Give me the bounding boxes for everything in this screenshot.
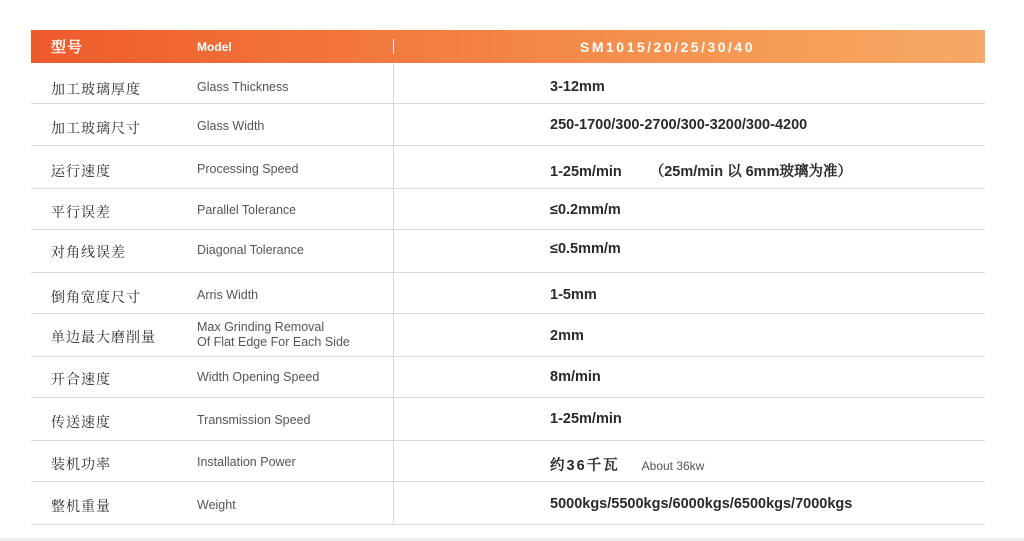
- table-row: [31, 273, 985, 314]
- table-row: [31, 398, 985, 441]
- row-zh-label: 平行误差: [51, 204, 111, 220]
- table-row: [31, 230, 985, 273]
- row-en-label: Installation Power: [197, 455, 296, 469]
- row-en-label: Weight: [197, 498, 236, 512]
- row-zh-label: 对角线误差: [51, 244, 126, 260]
- table-row: [31, 146, 985, 189]
- row-zh-label: 装机功率: [51, 456, 111, 472]
- row-value: 3-12mm: [550, 79, 605, 95]
- row-value: 1-25m/min: [550, 411, 622, 427]
- row-zh-label: 整机重量: [51, 498, 111, 514]
- row-en-label: Glass Width: [197, 119, 265, 133]
- header-zh-label: 型号: [51, 39, 84, 56]
- row-value: ≤0.2mm/m: [550, 202, 621, 218]
- row-zh-label: 加工玻璃厚度: [51, 81, 141, 97]
- table-row: [31, 357, 985, 398]
- row-en-line1: Max Grinding Removal: [197, 320, 325, 334]
- row-value-main: 约36千瓦: [550, 458, 620, 474]
- row-en-label: [197, 320, 350, 350]
- row-zh-label: 加工玻璃尺寸: [51, 120, 141, 136]
- table-header: [31, 30, 985, 63]
- row-zh-label: 单边最大磨削量: [51, 329, 156, 345]
- row-en-line2: Of Flat Edge For Each Side: [197, 335, 350, 349]
- table-row: [31, 441, 985, 482]
- row-value: 250-1700/300-2700/300-3200/300-4200: [550, 117, 808, 133]
- row-value: 1-5mm: [550, 287, 597, 303]
- row-value: 8m/min: [550, 369, 601, 385]
- table-row: [31, 63, 985, 104]
- table-row: [31, 189, 985, 230]
- table-row: [31, 104, 985, 146]
- header-model-value: SM1015/20/25/30/40: [580, 38, 755, 55]
- row-en-label: Diagonal Tolerance: [197, 243, 304, 257]
- column-divider: [393, 63, 394, 525]
- row-zh-label: 传送速度: [51, 414, 111, 430]
- row-value-note: （25m/min 以 6mm玻璃为准）: [649, 164, 852, 180]
- table-row: [31, 482, 985, 525]
- table-body: [31, 63, 985, 525]
- row-en-label: Processing Speed: [197, 162, 299, 176]
- table-row: [31, 314, 985, 357]
- header-en-label: Model: [197, 39, 232, 54]
- header-divider: [393, 39, 394, 54]
- row-en-label: Parallel Tolerance: [197, 203, 297, 217]
- spec-table: [31, 30, 985, 525]
- row-en-label: Transmission Speed: [197, 413, 311, 427]
- row-zh-label: 倒角宽度尺寸: [51, 289, 141, 305]
- row-value: 5000kgs/5500kgs/6000kgs/6500kgs/7000kgs: [550, 496, 853, 512]
- row-value-note: About 36kw: [641, 459, 705, 473]
- row-en-label: Width Opening Speed: [197, 370, 320, 384]
- row-value: 2mm: [550, 328, 584, 344]
- row-value: ≤0.5mm/m: [550, 241, 621, 257]
- row-value: [550, 454, 704, 475]
- row-zh-label: 开合速度: [51, 371, 111, 387]
- row-value: [550, 160, 852, 181]
- row-zh-label: 运行速度: [51, 163, 111, 179]
- row-en-label: Glass Thickness: [197, 80, 289, 94]
- row-en-label: Arris Width: [197, 288, 259, 302]
- row-value-main: 1-25m/min: [550, 164, 622, 180]
